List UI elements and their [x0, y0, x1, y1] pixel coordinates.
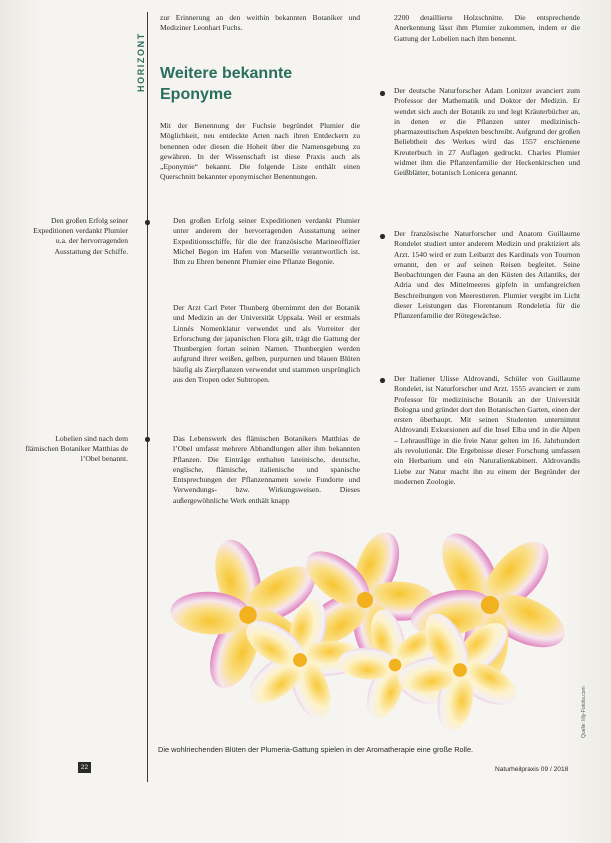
- continued-text: [160, 13, 360, 34]
- continued-paragraph: zur Erinnerung an den weithin bekannten Botaniker und Mediziner Leonhart Fuchs.: [160, 13, 360, 33]
- magazine-footer: Naturheilpraxis 09 / 2018: [495, 766, 569, 773]
- page-number: 22: [78, 762, 91, 773]
- section-kicker: HORIZONT: [136, 32, 146, 92]
- list-item: [394, 374, 580, 487]
- intro-paragraph: Mit der Benennung der Fuchsie begründet Plumier die Möglichkeit, neu entdeckte Arten nach ihren Entdeckern zu benennen oder diesen die Hoheit über die Namensgebung zu gewähren. In der Wissenschaft ist diese Praxis auch als „Eponymie“ bekannt. Die folgende Liste enthält einen Querschnitt bekannter eponymischer Benennungen.: [160, 121, 360, 182]
- side-note: Den großen Erfolg seiner Expeditionen verdankt Plumier u.a. der hervorragenden Ausstattung der Schiffe.: [33, 216, 128, 256]
- list-item: [173, 434, 360, 506]
- list-item-text: Der Arzt Carl Peter Thunberg übernimmt den der Botanik und Medizin an der Universität Uppsala. Weil er erstmals Linnés Nomenklatur verwendet und als Vorreiter der Erforschung der japanischen Flora gilt, trägt die Gattung der Thunbergien fortan seinen Namen. Thunbergien werden aufgrund ihrer weißen, gelben, purpurnen und blauen Blüten häufig als Zierpflanzen verwendet und stammen ursprünglich aus den Tropen oder Subtropen.: [173, 303, 360, 385]
- list-item: [394, 229, 580, 322]
- list-item: [173, 303, 360, 385]
- continued-paragraph-right: 2200 detaillierte Holzschnitte. Die entsprechende Anerkennung lässt ihm Plumier zukommen, indem er die Gattung der Lobelien nach ihm benennt.: [394, 13, 580, 43]
- list-item-text: Den großen Erfolg seiner Expeditionen verdankt Plumier unter anderem der hervorragenden Ausstattung seiner Expeditionsschiffe, für die der französische Marineoffizier Michel Begon im Hafen von Marseille verantwortlich ist. Ihm zu Ehren benennt Plumier eine Pflanze Begonie.: [173, 216, 360, 267]
- list-item-text: Das Lebenswerk des flämischen Botanikers Matthias de l’Obel umfasst mehrere Abhandlungen aller ihm bekannten Pflanzen. Die Einträge enthalten lateinische, deutsche, englische, flämische, italienische und spanische Entsprechungen der Pflanzennamen sowie Fundorte und Verwendungs- bzw. Wirkungsweisen. Dieses außergewöhnliche Werk enthält knapp: [173, 434, 360, 505]
- list-item: [173, 216, 360, 267]
- list-item-text: Der deutsche Naturforscher Adam Lonitzer avanciert zum Professor der Mathematik und Doktor der Medizin. Er wendet sich auch der Botanik zu und legt Kräuterbücher an, in denen er die Pflanzen unter medizinisch-pharmazeutischen Aspekten beschreibt. Aufgrund der großen Beliebtheit des Werkes wird das 1557 erschienene Kreuterbuch in 27 Auflagen gedruckt. Charles Plumier widmet ihm die Pflanzenfamilie der Heckenkirschen und Geißblätter, botanisch Lonicera genannt.: [394, 86, 580, 178]
- list-item: [394, 86, 580, 179]
- bullet-dot: [380, 378, 385, 383]
- article-headline: [160, 63, 310, 105]
- bullet-dot: [380, 91, 385, 96]
- bullet-dot: [145, 220, 150, 225]
- headline-text: Weitere bekannte Eponyme: [160, 65, 293, 103]
- list-item-text: Der Italiener Ulisse Aldrovandi, Schüler von Guillaume Rondelet, ist Naturforscher und Arzt. 1555 avanciert er zum Professor für medizinische Botanik an der Universität Bologna und gründet dort den Botanischen Garten, einen der ersten überhaupt. Mit seinen Studenten unternimmt Aldrovandi Exkursionen auf die Insel Elba und in die Alpen – Lehrausflüge in die freie Natur gelten im 16. Jahrhundert als revolutionär. Die Ergebnisse dieser Forschung umfassen ein Herbarium und ein Naturalienkabinett. Aldrovandis Liebe zur Natur macht ihn zu einem der Begründer der modernen Zoologie.: [394, 374, 580, 486]
- continued-text-right: [394, 13, 580, 44]
- plumeria-flowers-image: [160, 505, 590, 740]
- column-rule: [147, 12, 148, 782]
- photo-credit: Quelle: lilly-Fotolia.com: [581, 686, 587, 738]
- bullet-dot: [145, 437, 150, 442]
- bullet-dot: [380, 234, 385, 239]
- intro-block: [160, 121, 360, 183]
- image-caption: Die wohlriechenden Blüten der Plumeria-Gattung spielen in der Aromatherapie eine große Rolle.: [158, 745, 474, 754]
- side-note: Lobelien sind nach dem flämischen Botaniker Matthias de l’Obel benannt.: [25, 434, 128, 464]
- list-item-text: Der französische Naturforscher und Anatom Guillaume Rondelet studiert unter anderem Medizin und praktiziert als Arzt. 1540 wird er zum Leibarzt des Kardinals von Tournon ernannt, den er auf seinen Reisen begleitet. Seine Beobachtungen der Fauna an den Küsten des Atlantiks, der Adria und des Mittelmeeres gipfeln in umfangreichen Beschreibungen von Meerestieren. Plumier vergibt im Licht dieser Leistungen das Florentanum Rondeletia für die Pflanzenfamilie der Rötegewächse.: [394, 229, 580, 321]
